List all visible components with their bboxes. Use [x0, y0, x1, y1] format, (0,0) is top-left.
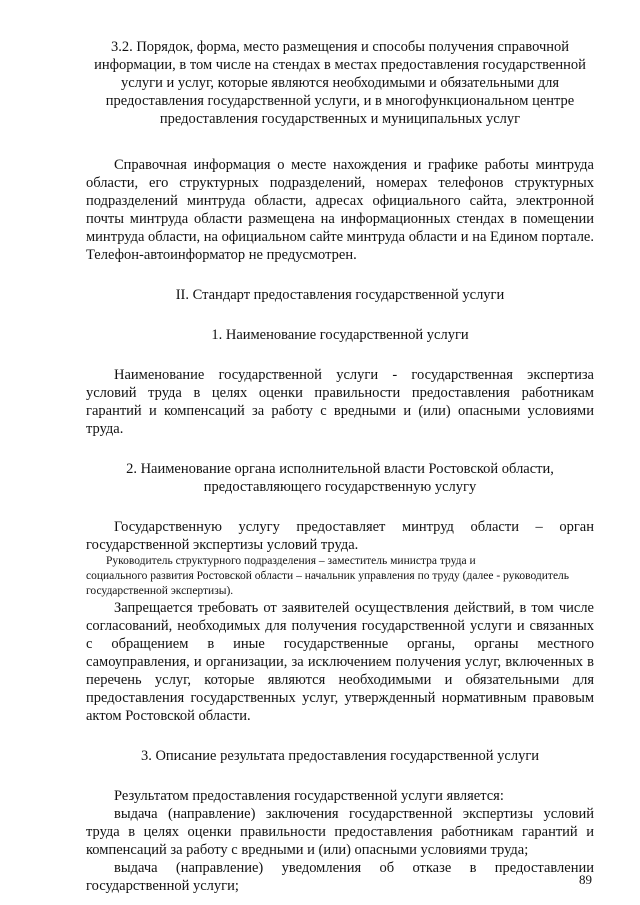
subsection-1-text: Наименование государственной услуги - государственная экспертиза условий труда в целях оценки правильности предоставления работникам гарантий и компенсаций за работу с вредными и (или) опасными условиями труда.: [86, 367, 594, 437]
subsection-1-title: 1. Наименование государственной услуги: [211, 327, 469, 343]
subsection-2-note-rest: социального развития Ростовской области – начальник управления по труду (далее - руководитель государственной экспертизы).: [86, 570, 570, 597]
result-item-1: выдача (направление) заключения государственной экспертизы условий труда в целях оценки правильности предоставления работникам гарантий и компенсаций за работу с вредными и (или) опасными условиями труда;: [86, 806, 594, 858]
page-content: [86, 38, 594, 895]
paragraph-reference-info: Справочная информация о месте нахождения и графике работы минтруда области, его структурных подразделений, номерах телефонов структурных подразделений минтруда области, адресах официального сайта, электронной почты минтруда области размещена на информационных стендах в помещении минтруда области, на официальном сайте минтруда области и на Едином портале. Телефон-автоинформатор не предусмотрен.: [86, 157, 594, 263]
subsection-2-title: 2. Наименование органа исполнительной власти Ростовской области, предоставляющего государственную услугу: [126, 461, 554, 495]
subsection-2-note-first-line: Руководитель структурного подразделения – заместитель министра труда и: [106, 555, 476, 567]
subsection-3-title: 3. Описание результата предоставления государственной услуги: [140, 748, 540, 764]
subsection-3-results: [86, 787, 594, 895]
subsection-2-prohibition: Запрещается требовать от заявителей осуществления действий, в том числе согласований, необходимых для получения государственной услуги и связанных с обращением в иные государственные органы, органы местного самоуправления, и организации, за исключением получения услуг, включенных в перечень услуг, которые являются необходимыми и обязательными для предоставления государственных услуг, утвержденный нормативным правовым актом Ростовской области.: [86, 600, 594, 724]
section-ii-title: II. Стандарт предоставления государственной услуги: [175, 287, 505, 303]
page-number: 89: [579, 872, 592, 887]
result-item-2: выдача (направление) уведомления об отказе в предоставлении государственной услуги;: [86, 860, 594, 894]
heading-3-2: 3.2. Порядок, форма, место размещения и способы получения справочной информации, в том числе на стендах в местах предоставления государственной услуги и услуг, которые являются необходимыми и обязательными для предоставления государственной услуги, и в многофункциональном центре предоставления государственных и муниципальных услуг: [94, 39, 586, 127]
subsection-3-intro: Результатом предоставления государственной услуги является:: [114, 788, 504, 804]
subsection-2-text: Государственную услугу предоставляет минтруд области – орган государственной экспертизы условий труда.: [86, 519, 594, 553]
